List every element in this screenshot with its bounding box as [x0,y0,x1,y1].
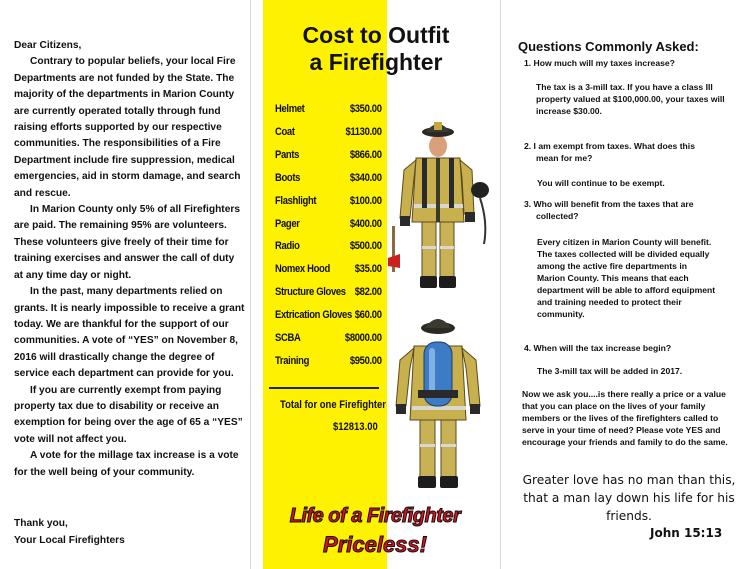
cost-item-price: $82.00 [354,286,382,299]
faq-question-2: 2. I am exempt from taxes. What does this mean for me? [524,141,695,163]
slogan-line-2: Priceless! [323,532,427,557]
bible-verse: Greater love has no man than this, that a man lay down his life for his friends. [522,473,736,523]
cost-item-price: $350.00 [349,103,382,115]
cost-item-price: $866.00 [349,148,382,161]
faq-answer-3: Every citizen in Marion County will benefit. The taxes collected will be divided equally among the active fire departments in Marion County. This means that each department will be able to afford equipment and training needed to protect their community. [537,237,716,319]
letter-salutation: Dear Citizens, [14,40,82,51]
faq-question-1: 1. How much will my taxes increase? [524,58,675,68]
slogan-line-1: Life of a Firefighter [289,505,461,527]
faq-question-3: 3. Who will benefit from the taxes that are collected? [524,199,694,221]
fold-line-right [500,0,501,569]
cost-item-price: $950.00 [349,354,382,367]
faq-answer-4: The 3-mill tax will be added in 2017. [537,366,683,376]
cost-item-name: Flashlight [275,194,317,207]
cost-row [275,126,382,140]
cost-item-name: Nomex Hood [275,263,330,276]
cost-item-price: $60.00 [354,309,382,322]
cost-title [264,22,488,76]
cost-row [275,263,382,277]
cost-item-price: $340.00 [349,171,382,184]
cost-item-name: Boots [275,171,301,184]
firefighter-front-image [388,118,492,293]
letter-thanks: Thank you, [14,518,68,529]
cost-row [275,218,382,232]
cost-item-price: $1130.00 [345,125,382,138]
cost-row [275,332,382,346]
faq-answer-1: The tax is a 3-mill tax. If you have a class III property valued at $100,000.00, your taxes will increase $30.00. [536,82,725,116]
total-label: Total for one Firefighter [280,399,386,411]
cost-item-name: Structure Gloves [275,286,346,299]
letter-paragraph-2: In Marion County only 5% of all Firefighters are paid. The remaining 95% are volunteers. These volunteers give freely of their time for training exercises and answer the call of duty at any time day or night. [14,204,240,281]
cost-item-price: $100.00 [349,194,382,207]
faq-answer-2: You will continue to be exempt. [537,178,665,188]
cost-item-price: $8000.00 [344,332,382,344]
faq-question-4: 4. When will the tax increase begin? [524,343,672,353]
cost-item-price: $35.00 [354,263,382,276]
cost-item-name: Helmet [275,103,305,115]
letter-paragraph-4: If you are currently exempt from paying property tax due to disability or receive an exemption for being over the age of 65 a “YES” vote will not affect you. [14,384,243,445]
cost-item-name: Pants [275,148,300,161]
fold-line-left [250,0,251,569]
letter-closing [14,515,214,549]
yellow-banner [263,0,387,569]
cost-item-name: Radio [275,240,300,253]
faq-closing: Now we ask you....is there really a price or a value that you can place on the lives of your family members or the lives of the firefighters called to serve in your time of need? Please vote YES and encourage your friends and family to do the same. [522,389,728,447]
cost-item-price: $400.00 [349,217,382,230]
cost-row [275,355,382,369]
cost-row [275,172,382,186]
letter-paragraph-3: In the past, many departments relied on grants. It is nearly impossible to receive a grant today. We are thankful for the support of our communities. A vote of “YES” on November 8, 2016 will drastically change the degree of service each department can provide for you. [14,286,245,380]
letter-panel [14,38,246,481]
cost-item-name: SCBA [275,332,301,344]
cost-title-line-2: a Firefighter [309,49,443,75]
bible-verse-reference: John 15:13 [650,526,723,540]
cost-item-name: Pager [275,217,300,230]
firefighter-back-image [388,312,488,492]
letter-signature: Your Local Firefighters [14,535,125,546]
total-divider [269,387,379,389]
cost-row [275,309,382,323]
cost-row [275,149,382,163]
cost-item-price: $500.00 [349,240,382,253]
cost-row [275,103,382,117]
cost-title-line-1: Cost to Outfit [302,22,450,48]
cost-row [275,195,382,209]
cost-row [275,240,382,254]
cost-item-name: Training [275,354,310,367]
letter-paragraph-5: A vote for the millage tax increase is a vote for the well being of your community. [14,450,239,478]
cost-item-name: Coat [275,125,295,138]
faq-heading: Questions Commonly Asked: [518,39,699,54]
letter-paragraph-1: Contrary to popular beliefs, your local Fire Departments are not funded by the State. The majority of the departments in Marion County are currently operated totally through fund raising efforts supported by our respective communities. The responsibilities of a Fire Department include fire suppression, medical emergencies, aid in storm damage, and search and rescue. [14,56,241,199]
total-value: $12813.00 [333,421,378,433]
cost-item-name: Extrication Gloves [275,309,352,322]
cost-row [275,286,382,300]
